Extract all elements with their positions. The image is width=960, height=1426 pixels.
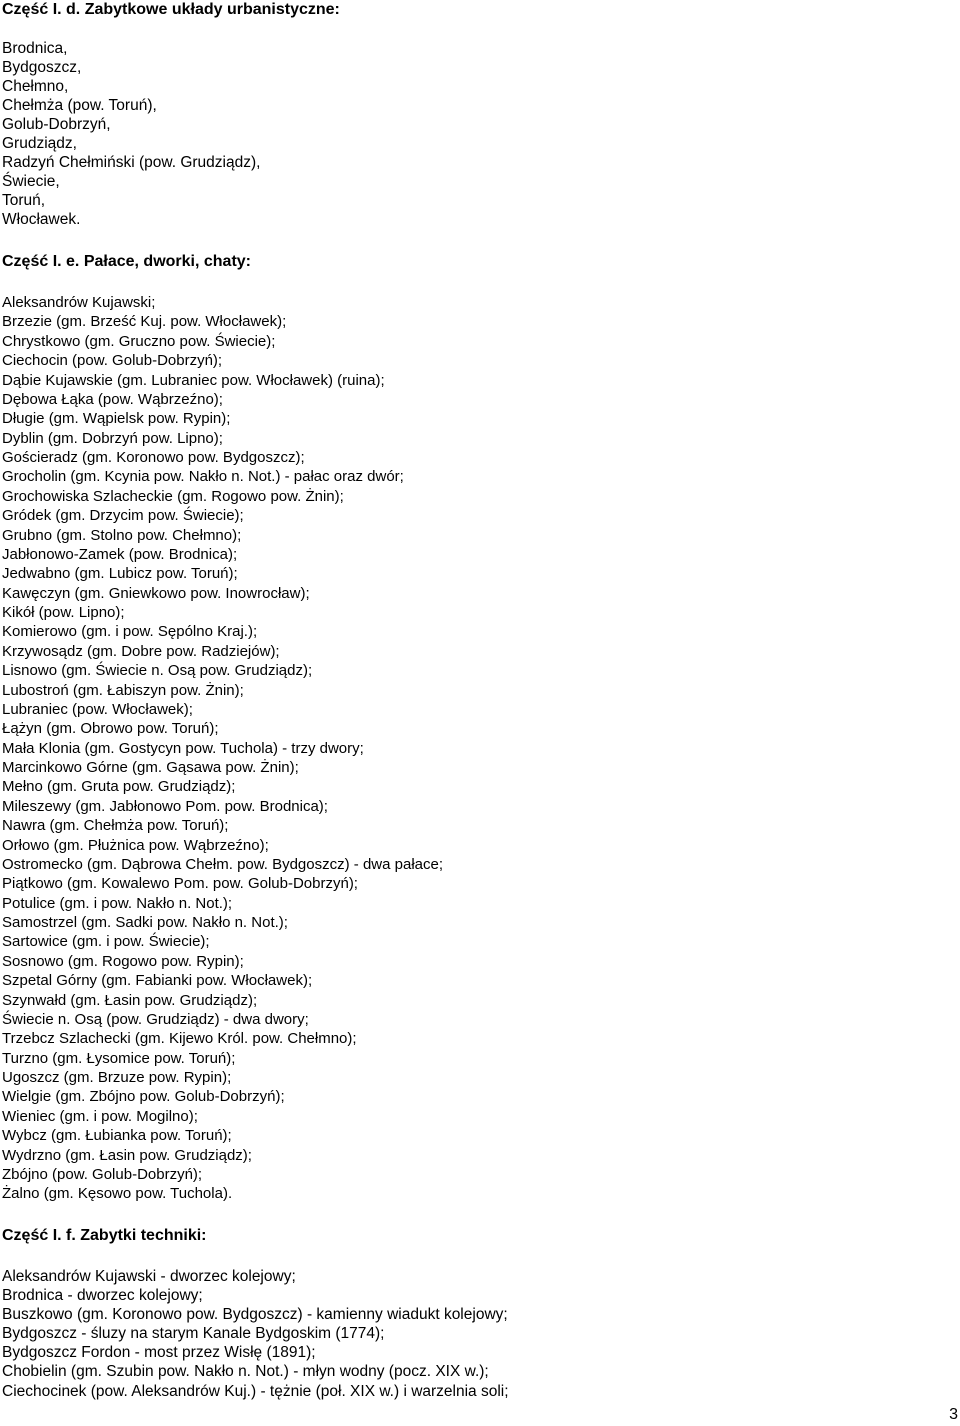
list-item: Zbójno (pow. Golub-Dobrzyń); [2,1165,203,1183]
list-item: Łążyn (gm. Obrowo pow. Toruń); [2,720,219,738]
list-item: Mełno (gm. Gruta pow. Grudziądz); [2,778,236,796]
list-item: Żalno (gm. Kęsowo pow. Tuchola). [2,1185,233,1203]
list-item: Wybcz (gm. Łubianka pow. Toruń); [2,1127,232,1145]
list-item: Aleksandrów Kujawski - dworzec kolejowy; [2,1268,296,1285]
list-item: Chełmno, [2,78,69,95]
list-item: Bydgoszcz Fordon - most przez Wisłę (1891); [2,1344,316,1362]
list-item: Mileszewy (gm. Jabłonowo Pom. pow. Brodnica); [2,797,328,815]
list-item: Aleksandrów Kujawski; [2,294,156,311]
list-item: Trzebcz Szlachecki (gm. Kijewo Król. pow. Chełmno); [2,1030,357,1048]
list-item: Turzno (gm. Łysomice pow. Toruń); [2,1049,236,1067]
list-item: Jabłonowo-Zamek (pow. Brodnica); [2,545,238,563]
list-item: Grudziądz, [2,135,77,152]
list-item: Grocholin (gm. Kcynia pow. Nakło n. Not.) - pałac oraz dwór; [2,468,404,486]
list-item: Jedwabno (gm. Lubicz pow. Toruń); [2,565,238,583]
urban-layouts-list [2,39,260,229]
list-item: Chobielin (gm. Szubin pow. Nakło n. Not.) - młyn wodny (pocz. XIX w.); [2,1363,489,1381]
list-item: Szynwałd (gm. Łasin pow. Grudziądz); [2,991,258,1009]
list-item: Lubraniec (pow. Włocławek); [2,700,193,718]
list-item: Dębowa Łąka (pow. Wąbrzeźno); [2,390,223,408]
list-item: Piątkowo (gm. Kowalewo Pom. pow. Golub-Dobrzyń); [2,875,358,893]
list-item: Sosnowo (gm. Rogowo pow. Rypin); [2,952,244,970]
list-item: Bydgoszcz, [2,59,82,76]
list-item: Marcinkowo Górne (gm. Gąsawa pow. Żnin); [2,759,299,776]
list-item: Sartowice (gm. i pow. Świecie); [2,933,210,951]
list-item: Lisnowo (gm. Świecie n. Osą pow. Grudziądz); [2,662,313,680]
list-item: Komierowo (gm. i pow. Sępólno Kraj.); [2,623,258,641]
list-item: Ugoszcz (gm. Brzuze pow. Rypin); [2,1069,232,1086]
list-item: Świecie n. Osą (pow. Grudziądz) - dwa dwory; [2,1010,309,1028]
list-item: Chełmża (pow. Toruń), [2,97,157,114]
list-item: Dąbie Kujawskie (gm. Lubraniec pow. Włocławek) (ruina); [2,371,385,389]
list-item: Kikół (pow. Lipno); [2,604,125,621]
list-item: Ciechocin (pow. Golub-Dobrzyń); [2,352,223,370]
list-item: Gródek (gm. Drzycim pow. Świecie); [2,507,244,525]
list-item: Kawęczyn (gm. Gniewkowo pow. Inowrocław); [2,584,310,602]
list-item: Lubostroń (gm. Łabiszyn pow. Żnin); [2,681,244,699]
list-item: Świecie, [2,173,60,190]
list-item: Krzywosądz (gm. Dobre pow. Radziejów); [2,642,280,660]
section-heading-palaces: Część I. e. Pałace, dworki, chaty: [2,253,251,270]
list-item: Wieniec (gm. i pow. Mogilno); [2,1107,198,1125]
page-number: 3 [949,1406,958,1423]
list-item: Radzyń Chełmiński (pow. Grudziądz), [2,154,261,171]
list-item: Toruń, [2,192,46,209]
list-item: Buszkowo (gm. Koronowo pow. Bydgoszcz) - kamienny wiadukt kolejowy; [2,1306,508,1324]
list-item: Włocławek. [2,211,81,228]
list-item: Brzezie (gm. Brześć Kuj. pow. Włocławek); [2,313,287,331]
palaces-list [2,293,443,1204]
list-item: Grochowiska Szlacheckie (gm. Rogowo pow. Żnin); [2,487,344,505]
technical-monuments-list [2,1267,509,1401]
list-item: Chrystkowo (gm. Gruczno pow. Świecie); [2,332,276,350]
list-item: Mała Klonia (gm. Gostycyn pow. Tuchola) - trzy dwory; [2,739,364,757]
list-item: Orłowo (gm. Płużnica pow. Wąbrzeźno); [2,836,269,854]
list-item: Wielgie (gm. Zbójno pow. Golub-Dobrzyń); [2,1088,285,1106]
list-item: Brodnica, [2,40,68,57]
list-item: Długie (gm. Wąpielsk pow. Rypin); [2,410,231,428]
section-heading-urban-layouts: Część I. d. Zabytkowe układy urbanistyczne: [2,1,340,18]
list-item: Szpetal Górny (gm. Fabianki pow. Włocławek); [2,972,313,990]
section-heading-technical-monuments: Część I. f. Zabytki techniki: [2,1227,207,1244]
list-item: Ciechocinek (pow. Aleksandrów Kuj.) - tężnie (poł. XIX w.) i warzelnia soli; [2,1382,509,1400]
list-item: Gościeradz (gm. Koronowo pow. Bydgoszcz); [2,449,305,466]
list-item: Golub-Dobrzyń, [2,116,111,133]
list-item: Potulice (gm. i pow. Nakło n. Not.); [2,894,233,912]
list-item: Bydgoszcz - śluzy na starym Kanale Bydgoskim (1774); [2,1325,385,1343]
list-item: Wydrzno (gm. Łasin pow. Grudziądz); [2,1146,252,1164]
list-item: Brodnica - dworzec kolejowy; [2,1287,203,1305]
list-item: Samostrzel (gm. Sadki pow. Nakło n. Not.); [2,914,288,931]
list-item: Nawra (gm. Chełmża pow. Toruń); [2,817,229,835]
list-item: Dyblin (gm. Dobrzyń pow. Lipno); [2,429,223,447]
list-item: Ostromecko (gm. Dąbrowa Chełm. pow. Bydgoszcz) - dwa pałace; [2,855,443,873]
list-item: Grubno (gm. Stolno pow. Chełmno); [2,526,242,544]
